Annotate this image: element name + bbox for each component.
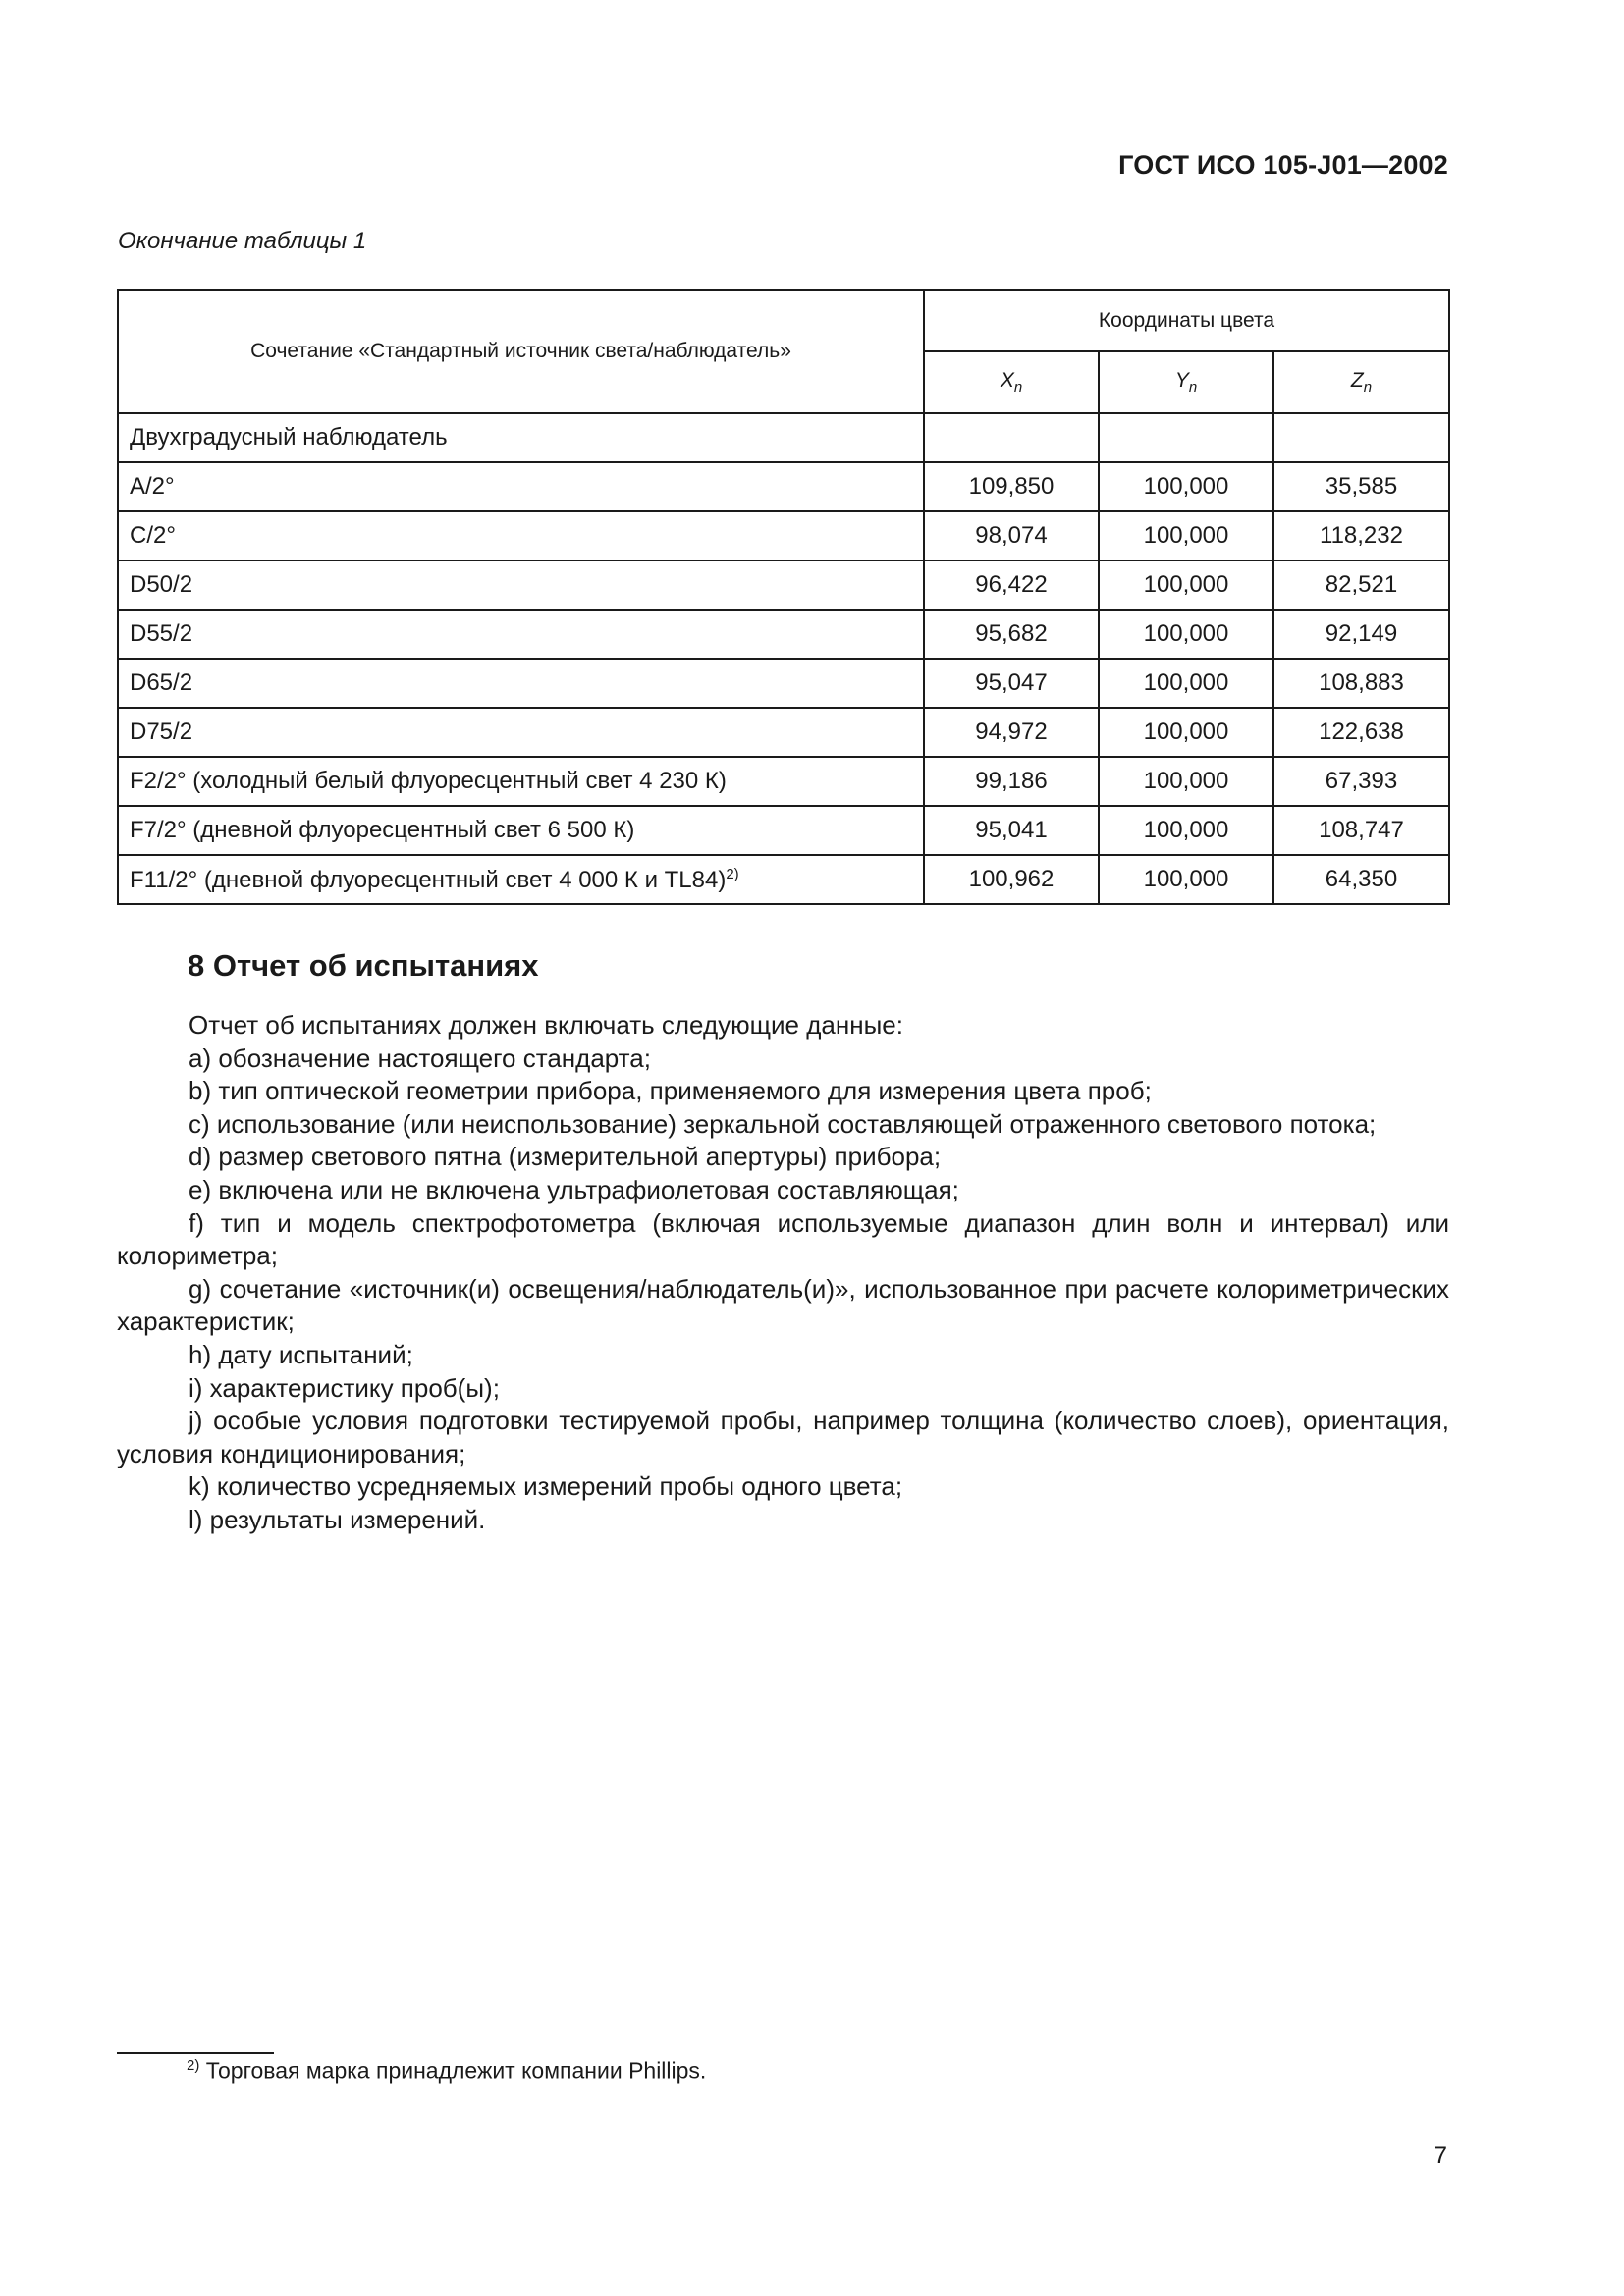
list-item: g) сочетание «источник(и) освещения/наблюдатель(и)», использованное при расчете колориметрических характеристик;: [117, 1273, 1449, 1337]
zn-value: 122,638: [1273, 708, 1449, 757]
yn-value: 100,000: [1099, 462, 1273, 511]
yn-value: 100,000: [1099, 757, 1273, 806]
section-title: 8 Отчет об испытаниях: [188, 948, 539, 983]
section-body: [117, 1009, 1449, 1537]
zn-value: 35,585: [1273, 462, 1449, 511]
xn-value: 109,850: [924, 462, 1099, 511]
header-yn: $Y_n$: [1099, 351, 1273, 413]
list-item: d) размер светового пятна (измерительной апертуры) прибора;: [189, 1142, 942, 1172]
zn-value: 67,393: [1273, 757, 1449, 806]
table-row: [118, 855, 1449, 904]
list-item: i) характеристику проб(ы);: [189, 1372, 500, 1403]
zn-value: 118,232: [1273, 511, 1449, 561]
list-item: f) тип и модель спектрофотометра (включая используемые диапазон длин волн и интервал) или колориметра;: [117, 1207, 1449, 1271]
row-name: D65/2: [118, 659, 924, 708]
list-item: a) обозначение настоящего стандарта;: [189, 1042, 651, 1073]
zn-value: 108,883: [1273, 659, 1449, 708]
table-caption: Окончание таблицы 1: [118, 228, 367, 254]
list-item: b) тип оптической геометрии прибора, применяемого для измерения цвета проб;: [189, 1076, 1152, 1106]
color-coordinates-table: [117, 289, 1450, 905]
list-item: j) особые условия подготовки тестируемой пробы, например толщина (количество слоев), ориентация, условия кондиционирования;: [117, 1406, 1449, 1468]
xn-value: 100,962: [924, 855, 1099, 904]
table-row: [118, 511, 1449, 561]
row-name: D75/2: [118, 708, 924, 757]
yn-value: 100,000: [1099, 806, 1273, 855]
table-row: [118, 462, 1449, 511]
list-item: l) результаты измерений.: [189, 1504, 486, 1534]
xn-value: 94,972: [924, 708, 1099, 757]
empty-cell: [924, 413, 1099, 462]
xn-value: 98,074: [924, 511, 1099, 561]
row-name: F2/2° (холодный белый флуоресцентный свет 4 230 К): [118, 757, 924, 806]
table-row: [118, 708, 1449, 757]
paragraph: Отчет об испытаниях должен включать следующие данные:: [189, 1010, 903, 1040]
header-xn: $X_n$: [924, 351, 1099, 413]
yn-value: 100,000: [1099, 511, 1273, 561]
empty-cell: [1273, 413, 1449, 462]
list-item: e) включена или не включена ультрафиолетовая составляющая;: [189, 1174, 959, 1204]
row-name: F11/2° (дневной флуоресцентный свет 4 000 К и TL84)$^{2)}$: [118, 855, 924, 904]
zn-value: 82,521: [1273, 561, 1449, 610]
xn-value: 99,186: [924, 757, 1099, 806]
header-combination: Сочетание «Стандартный источник света/наблюдатель»: [118, 290, 924, 413]
table-row: [118, 561, 1449, 610]
zn-value: 64,350: [1273, 855, 1449, 904]
footnote: [187, 2057, 706, 2085]
footnote-marker: 2): [187, 2057, 200, 2074]
xn-value: 95,047: [924, 659, 1099, 708]
xn-value: 96,422: [924, 561, 1099, 610]
yn-value: 100,000: [1099, 659, 1273, 708]
footnote-separator: [117, 2052, 274, 2054]
row-name: A/2°: [118, 462, 924, 511]
row-name: F7/2° (дневной флуоресцентный свет 6 500 К): [118, 806, 924, 855]
table-row: [118, 757, 1449, 806]
table-row: [118, 806, 1449, 855]
group-label: Двухградусный наблюдатель: [118, 413, 924, 462]
xn-value: 95,682: [924, 610, 1099, 659]
header-zn: $Z_n$: [1273, 351, 1449, 413]
footnote-text: Торговая марка принадлежит компании Phillips.: [199, 2057, 707, 2084]
page-number: 7: [1434, 2142, 1447, 2169]
list-item: c) использование (или неиспользование) зеркальной составляющей отраженного светового потока;: [189, 1108, 1377, 1139]
header-color-coordinates: Координаты цвета: [924, 290, 1449, 351]
row-name: C/2°: [118, 511, 924, 561]
table-header-row: [118, 290, 1449, 351]
footnote-ref: 2): [726, 865, 739, 882]
table-row: [118, 610, 1449, 659]
xn-value: 95,041: [924, 806, 1099, 855]
row-name: D55/2: [118, 610, 924, 659]
list-item: h) дату испытаний;: [189, 1339, 413, 1369]
zn-value: 92,149: [1273, 610, 1449, 659]
yn-value: 100,000: [1099, 561, 1273, 610]
yn-value: 100,000: [1099, 708, 1273, 757]
group-row: [118, 413, 1449, 462]
document-code: ГОСТ ИСО 105-J01—2002: [1118, 150, 1448, 180]
list-item: k) количество усредняемых измерений пробы одного цвета;: [189, 1471, 903, 1502]
yn-value: 100,000: [1099, 610, 1273, 659]
empty-cell: [1099, 413, 1273, 462]
row-name: D50/2: [118, 561, 924, 610]
zn-value: 108,747: [1273, 806, 1449, 855]
yn-value: 100,000: [1099, 855, 1273, 904]
table-row: [118, 659, 1449, 708]
